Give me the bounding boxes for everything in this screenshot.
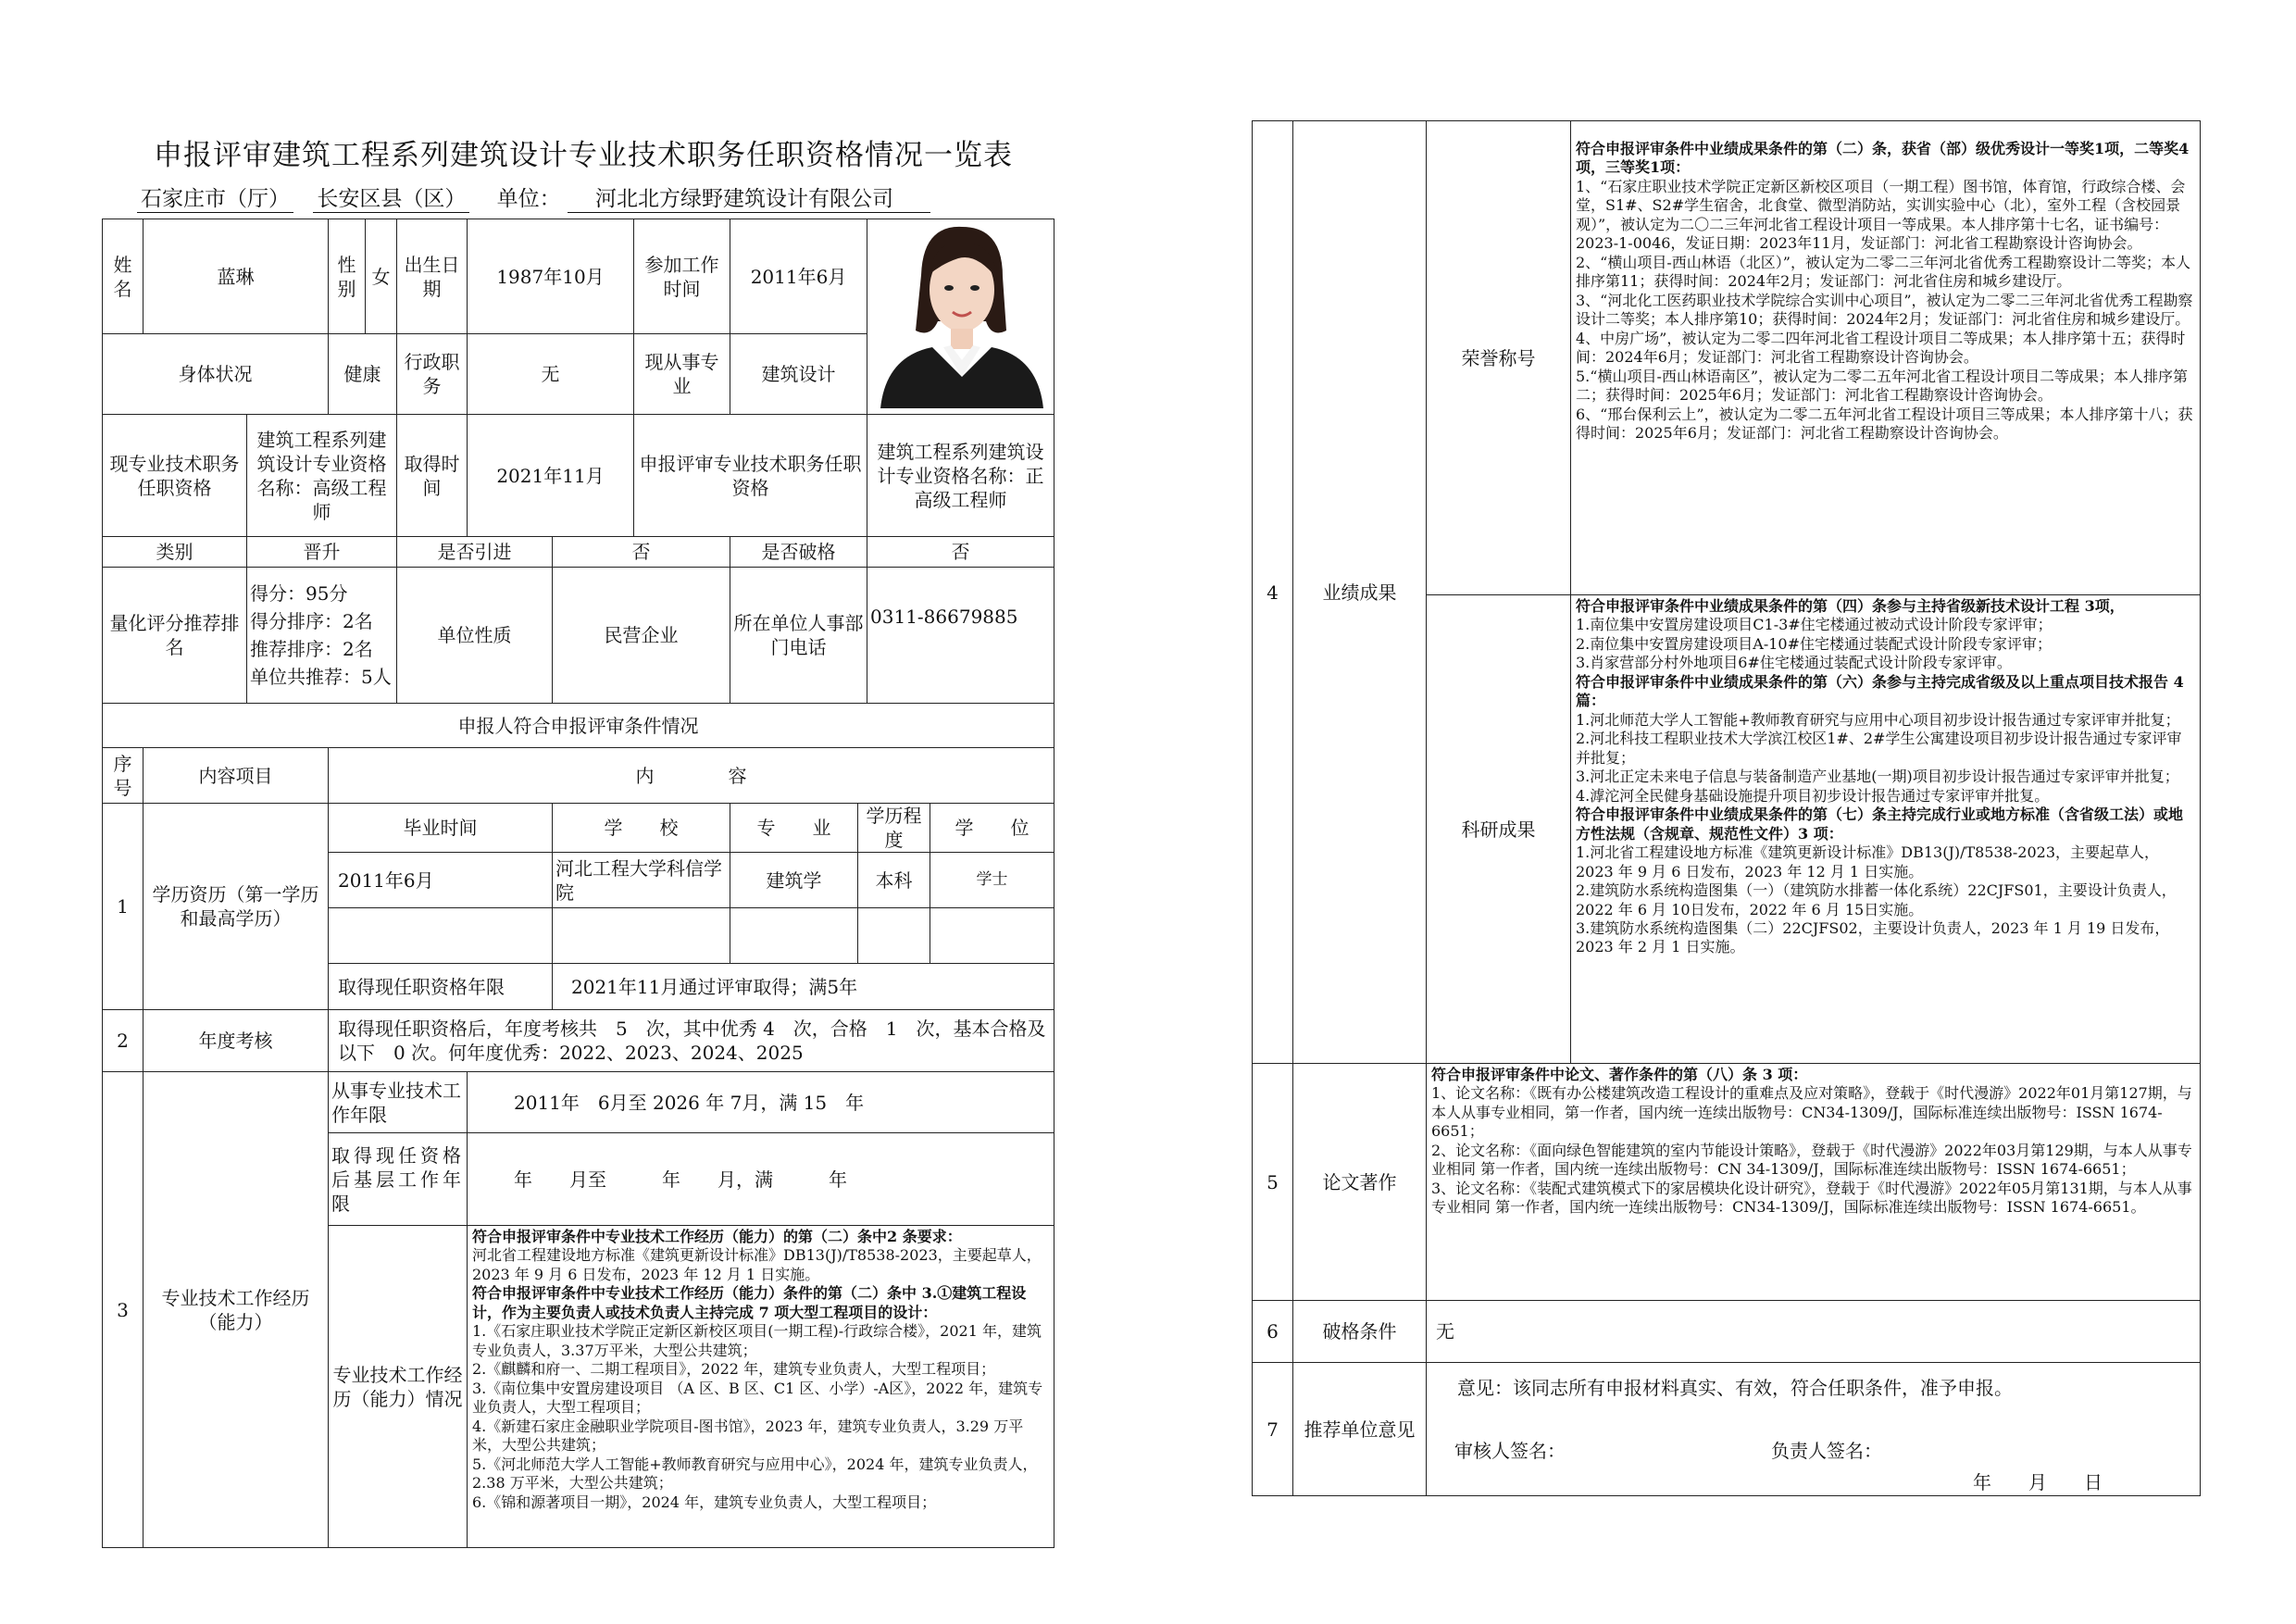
exp-detail-line: 河北省工程建设地方标准《建筑更新设计标准》DB13(J)/T8538-2023，主要起草人，2023 年 9 月 6 日发布，2023 年 12 月 1 日实施。 bbox=[472, 1246, 1042, 1283]
ach-label: 业绩成果 bbox=[1293, 121, 1427, 1064]
obtain-label: 取得时间 bbox=[397, 415, 468, 537]
exp-label: 专业技术工作经历（能力） bbox=[144, 1072, 329, 1548]
exception-label: 破格条件 bbox=[1293, 1301, 1427, 1363]
edu-label: 学历资历（第一学历和最高学历） bbox=[144, 804, 329, 1010]
research-line: 1.河北省工程建设地方标准《建筑更新设计标准》DB13(J)/T8538-2023，主要起草人，2023 年 9 月 6 日发布，2023 年 12 月 1 日实施。 bbox=[1576, 843, 2160, 881]
research-line: 3.建筑防水系统构造图集（二）22CJFS02，主要设计负责人，2023 年 1 月 19 日发布，2023 年 2 月 1 日实施。 bbox=[1576, 918, 2170, 956]
exception-seq: 6 bbox=[1253, 1301, 1293, 1363]
honor-line: 1、“石家庄职业技术学院正定新区新校区项目（一期工程）图书馆，体育馆，行政综合楼、会堂，S1#、S2#学生宿舍，北食堂、微型消防站，实训实验中心（北），室外工程（含校园景观）”，被认定为二〇二三年河北省工程设计项目一等成果。本人排序第十七名，证书编号：2023-1-0046，发证日期：2023年11月，发证部门：河北省工程勘察设计咨询协会。 bbox=[1576, 177, 2186, 253]
sex-label: 性别 bbox=[329, 219, 366, 334]
exp-detail-line: 符合申报评审条件中专业技术工作经历（能力）的第（二）条中2 条要求： bbox=[472, 1228, 962, 1245]
limit-label: 取得现任职资格年限 bbox=[329, 964, 553, 1010]
research-line: 1.南位集中安置房建设项目C1-3#住宅楼通过被动式设计阶段专家评审； bbox=[1576, 616, 2053, 634]
name-label: 姓名 bbox=[103, 219, 144, 334]
page-title: 申报评审建筑工程系列建筑设计专业技术职务任职资格情况一览表 bbox=[154, 139, 1013, 172]
break-label: 是否破格 bbox=[730, 537, 867, 568]
edu-degree: 学士 bbox=[930, 853, 1054, 908]
research-line: 1.河北师范大学人工智能+教师教育研究与应用中心项目初步设计报告通过专家评审并批复； bbox=[1576, 710, 2180, 729]
left-table bbox=[102, 219, 1054, 1548]
item-label: 内容项目 bbox=[144, 748, 329, 804]
intro-label: 是否引进 bbox=[397, 537, 553, 568]
exp-detail-line: 4.《新建石家庄金融职业学院项目-图书馆》，2023 年，建筑专业负责人，3.29 万平米，大型公共建筑； bbox=[472, 1417, 1024, 1455]
honor-text bbox=[1571, 121, 2201, 595]
photo-cell bbox=[867, 219, 1054, 415]
exp-detail-line: 6.《锦和源著项目一期》，2024 年，建筑专业负责人，大型工程项目； bbox=[472, 1493, 937, 1511]
reviewer-signature: 审核人签名： bbox=[1454, 1440, 1566, 1462]
col-degree: 学 位 bbox=[930, 804, 1054, 853]
papers-seq: 5 bbox=[1253, 1064, 1293, 1301]
papers-text bbox=[1427, 1064, 2201, 1301]
col-level: 学历程度 bbox=[858, 804, 930, 853]
seq-label: 序号 bbox=[103, 748, 144, 804]
current-title-value: 建筑工程系列建筑设计专业资格名称：高级工程师 bbox=[247, 415, 397, 537]
score-line: 得分：95分 bbox=[250, 582, 348, 605]
exp-base-label: 取得现任资格后基层工作年限 bbox=[329, 1133, 468, 1226]
annual-label: 年度考核 bbox=[144, 1010, 329, 1072]
unit-line bbox=[137, 181, 930, 213]
annual-text: 取得现任职资格后，年度考核共 5 次，其中优秀 4 次，合格 1 次，基本合格及以下 0 次。何年度优秀：2022、2023、2024、2025 bbox=[329, 1010, 1054, 1072]
research-line: 符合申报评审条件中业绩成果条件的第（四）条参与主持省级新技术设计工程 3项， bbox=[1576, 597, 2125, 615]
name-value: 蓝琳 bbox=[144, 219, 329, 334]
health-label: 身体状况 bbox=[103, 334, 329, 415]
intro-value: 否 bbox=[553, 537, 730, 568]
paper-line: 1、论文名称：《既有办公楼建筑改造工程设计的重难点及应对策略》，登载于《时代漫游》2022年01月第127期，与本人从事专业相同，第一作者，国内统一连续出版物号：CN34-1309/J，国际标准连续出版物号：ISSN 1674-6651； bbox=[1431, 1084, 2192, 1141]
research-line: 符合申报评审条件中业绩成果条件的第（七）条主持完成行业或地方标准（含省级工法）或地方性法规（含规章、规范性文件）3 项： bbox=[1576, 806, 2184, 843]
birth-label: 出生日期 bbox=[397, 219, 468, 334]
research-line: 2.河北科技工程职业技术大学滨江校区1#、2#学生公寓建设项目初步设计报告通过专家评审并批复； bbox=[1576, 730, 2182, 767]
obtain-value: 2021年11月 bbox=[468, 415, 634, 537]
research-line: 2.建筑防水系统构造图集（一）（建筑防水排蓄一体化系统）22CJFS01，主要设计负责人，2022 年 6 月 10日发布，2022 年 6 月 15日实施。 bbox=[1576, 881, 2177, 918]
right-table bbox=[1252, 120, 2201, 1496]
score-lines bbox=[247, 568, 397, 704]
conditions-heading: 申报人符合申报评审条件情况 bbox=[103, 704, 1054, 748]
city: 石家庄市（厅） bbox=[137, 181, 293, 213]
honor-line: 5.“横山项目-西山林语南区”，被认定为二零二五年河北省工程设计项目二等成果；本人排序第二；获得时间：2025年6月；发证部门：河北省工程勘察设计咨询协会。 bbox=[1576, 367, 2189, 405]
col-major: 专 业 bbox=[730, 804, 858, 853]
grad-time: 2011年6月 bbox=[329, 853, 553, 908]
papers-label: 论文著作 bbox=[1293, 1064, 1427, 1301]
honor-line: 6、“邢台保利云上”，被认定为二零二五年河北省工程设计项目三等成果；本人排序第十八；获得时间：2025年6月；发证部门：河北省工程勘察设计咨询协会。 bbox=[1576, 405, 2193, 443]
research-line: 3.河北正定未来电子信息与装备制造产业基地(一期)项目初步设计报告通过专家评审并批复； bbox=[1576, 768, 2179, 786]
limit-value: 2021年11月通过评审取得；满5年 bbox=[553, 964, 1054, 1010]
birth-value: 1987年10月 bbox=[468, 219, 634, 334]
research-line: 符合申报评审条件中业绩成果条件的第（六）条参与主持完成省级及以上重点项目技术报告 4 篇： bbox=[1576, 672, 2184, 710]
research-line: 3.肖家营部分村外地项目6#住宅楼通过装配式设计阶段专家评审。 bbox=[1576, 654, 2012, 672]
edu-major: 建筑学 bbox=[730, 853, 858, 908]
unit-name: 河北北方绿野建筑设计有限公司 bbox=[568, 181, 930, 213]
admin-value: 无 bbox=[468, 334, 634, 415]
exp-base: 年 月至 年 月，满 年 bbox=[468, 1133, 1054, 1226]
phone-value: 0311-86679885 bbox=[867, 568, 1054, 704]
exp-detail-line: 2.《麒麟和府一、二期工程项目》，2022 年，建筑专业负责人，大型工程项目； bbox=[472, 1360, 996, 1379]
break-value: 否 bbox=[867, 537, 1054, 568]
research-line: 2.南位集中安置房建设项目A-10#住宅楼通过装配式设计阶段专家评审； bbox=[1576, 634, 2052, 653]
recommend-seq: 7 bbox=[1253, 1363, 1293, 1496]
exp-years: 2011年 6月至 2026 年 7月，满 15 年 bbox=[468, 1072, 1054, 1133]
honor-line: 3、“河北化工医药职业技术学院综合实训中心项目”，被认定为二零二三年河北省优秀工程勘察设计二等奖；本人排序第10；获得时间：2024年2月；发证部门：河北省住房和城乡建设厅。 bbox=[1576, 291, 2193, 329]
edu-seq: 1 bbox=[103, 804, 144, 1010]
health-value: 健康 bbox=[329, 334, 397, 415]
phone-label: 所在单位人事部门电话 bbox=[730, 568, 867, 704]
exp-seq: 3 bbox=[103, 1072, 144, 1548]
content-label: 内 容 bbox=[329, 748, 1054, 804]
unit-label: 单位： bbox=[496, 187, 561, 211]
exp-detail-line: 1.《石家庄职业技术学院正定新区新校区项目(一期工程)-行政综合楼》，2021 年，建筑专业负责人，3.37万平米，大型公共建筑； bbox=[472, 1322, 1042, 1359]
exception-value: 无 bbox=[1427, 1301, 2201, 1363]
recommend-label: 推荐单位意见 bbox=[1293, 1363, 1427, 1496]
score-line: 得分排序：2名 bbox=[250, 610, 373, 632]
work-start-value: 2011年6月 bbox=[730, 219, 867, 334]
paper-line: 符合申报评审条件中论文、著作条件的第（八）条 3 项： bbox=[1431, 1066, 1808, 1083]
type-label: 类别 bbox=[103, 537, 247, 568]
nature-label: 单位性质 bbox=[397, 568, 553, 704]
recommend-opinion: 意见：该同志所有申报材料真实、有效，符合任职条件，准予申报。 bbox=[1457, 1377, 2013, 1399]
ach-seq: 4 bbox=[1253, 121, 1293, 1064]
work-start-label: 参加工作时间 bbox=[634, 219, 730, 334]
apply-title-label: 申报评审专业技术职务任职资格 bbox=[634, 415, 867, 537]
annual-seq: 2 bbox=[103, 1010, 144, 1072]
honor-line: 4、中房广场”，被认定为二零二四年河北省工程设计项目二等成果；本人排序第十五；获得时间：2024年6月；发证部门：河北省工程勘察设计咨询协会。 bbox=[1576, 329, 2186, 367]
exp-detail-line: 符合申报评审条件中专业技术工作经历（能力）条件的第（二）条中 3.①建筑工程设计，作为主要负责人或技术负责人主持完成 7 项大型工程项目的设计： bbox=[472, 1284, 1027, 1321]
school: 河北工程大学科信学院 bbox=[553, 853, 730, 908]
score-line: 单位共推荐：5人 bbox=[250, 666, 392, 688]
portrait-photo-icon bbox=[867, 219, 1053, 408]
leader-signature: 负责人签名： bbox=[1771, 1440, 1882, 1462]
honor-line: 2、“横山项目-西山林语（北区）”，被认定为二零二三年河北省优秀工程勘察设计二等奖；本人排序第11；获得时间：2024年2月；发证部门：河北省住房和城乡建设厅。 bbox=[1576, 253, 2190, 291]
score-label: 量化评分推荐排名 bbox=[103, 568, 247, 704]
exp-detail-line: 5.《河北师范大学人工智能+教师教育研究与应用中心》，2024 年，建筑专业负责人，2.38 万平米，大型公共建筑； bbox=[472, 1455, 1038, 1493]
sex-value: 女 bbox=[366, 219, 397, 334]
type-value: 晋升 bbox=[247, 537, 397, 568]
honor-label: 荣誉称号 bbox=[1427, 121, 1571, 595]
major-value: 建筑设计 bbox=[730, 334, 867, 415]
col-grad-time: 毕业时间 bbox=[329, 804, 553, 853]
score-line: 推荐排序：2名 bbox=[250, 638, 373, 660]
sign-date: 年 月 日 bbox=[1973, 1471, 2103, 1493]
exp-detail-line: 3.《南位集中安置房建设项目 （A 区、B 区、C1 区、小学）-A区》，2022 年，建筑专业负责人，大型工程项目； bbox=[472, 1379, 1043, 1417]
exp-years-label: 从事专业技术工作年限 bbox=[329, 1072, 468, 1133]
honor-line: 符合申报评审条件中业绩成果条件的第（二）条，获省（部）级优秀设计一等奖1项，二等奖4项，三等奖1项： bbox=[1576, 140, 2190, 177]
research-label: 科研成果 bbox=[1427, 595, 1571, 1064]
apply-title-value: 建筑工程系列建筑设计专业资格名称：正高级工程师 bbox=[867, 415, 1054, 537]
major-label: 现从事专业 bbox=[634, 334, 730, 415]
exp-detail-label: 专业技术工作经历（能力）情况 bbox=[329, 1226, 468, 1548]
nature-value: 民营企业 bbox=[553, 568, 730, 704]
paper-line: 2、论文名称：《面向绿色智能建筑的室内节能设计策略》，登载于《时代漫游》2022年03月第129期，与本人从事专业相同 第一作者，国内统一连续出版物号：CN 34-1309/J，国际标准连续出版物号：ISSN 1674-6651； bbox=[1431, 1141, 2192, 1179]
paper-line: 3、论文名称：《装配式建筑模式下的家居模块化设计研究》，登载于《时代漫游》2022年05月第131期，与本人从事专业相同 第一作者，国内统一连续出版物号：CN34-1309/J，国际标准连续出版物号：ISSN 1674-6651。 bbox=[1431, 1179, 2192, 1217]
admin-label: 行政职务 bbox=[397, 334, 468, 415]
county: 长安区县（区） bbox=[313, 181, 469, 213]
research-line: 4.滹沱河全民健身基础设施提升项目初步设计报告通过专家评审并批复。 bbox=[1576, 786, 2050, 805]
recommend-cell bbox=[1427, 1363, 2201, 1496]
edu-level: 本科 bbox=[858, 853, 930, 908]
current-title-label: 现专业技术职务任职资格 bbox=[103, 415, 247, 537]
col-school: 学 校 bbox=[553, 804, 730, 853]
research-text bbox=[1571, 595, 2201, 1064]
exp-detail bbox=[468, 1226, 1054, 1548]
